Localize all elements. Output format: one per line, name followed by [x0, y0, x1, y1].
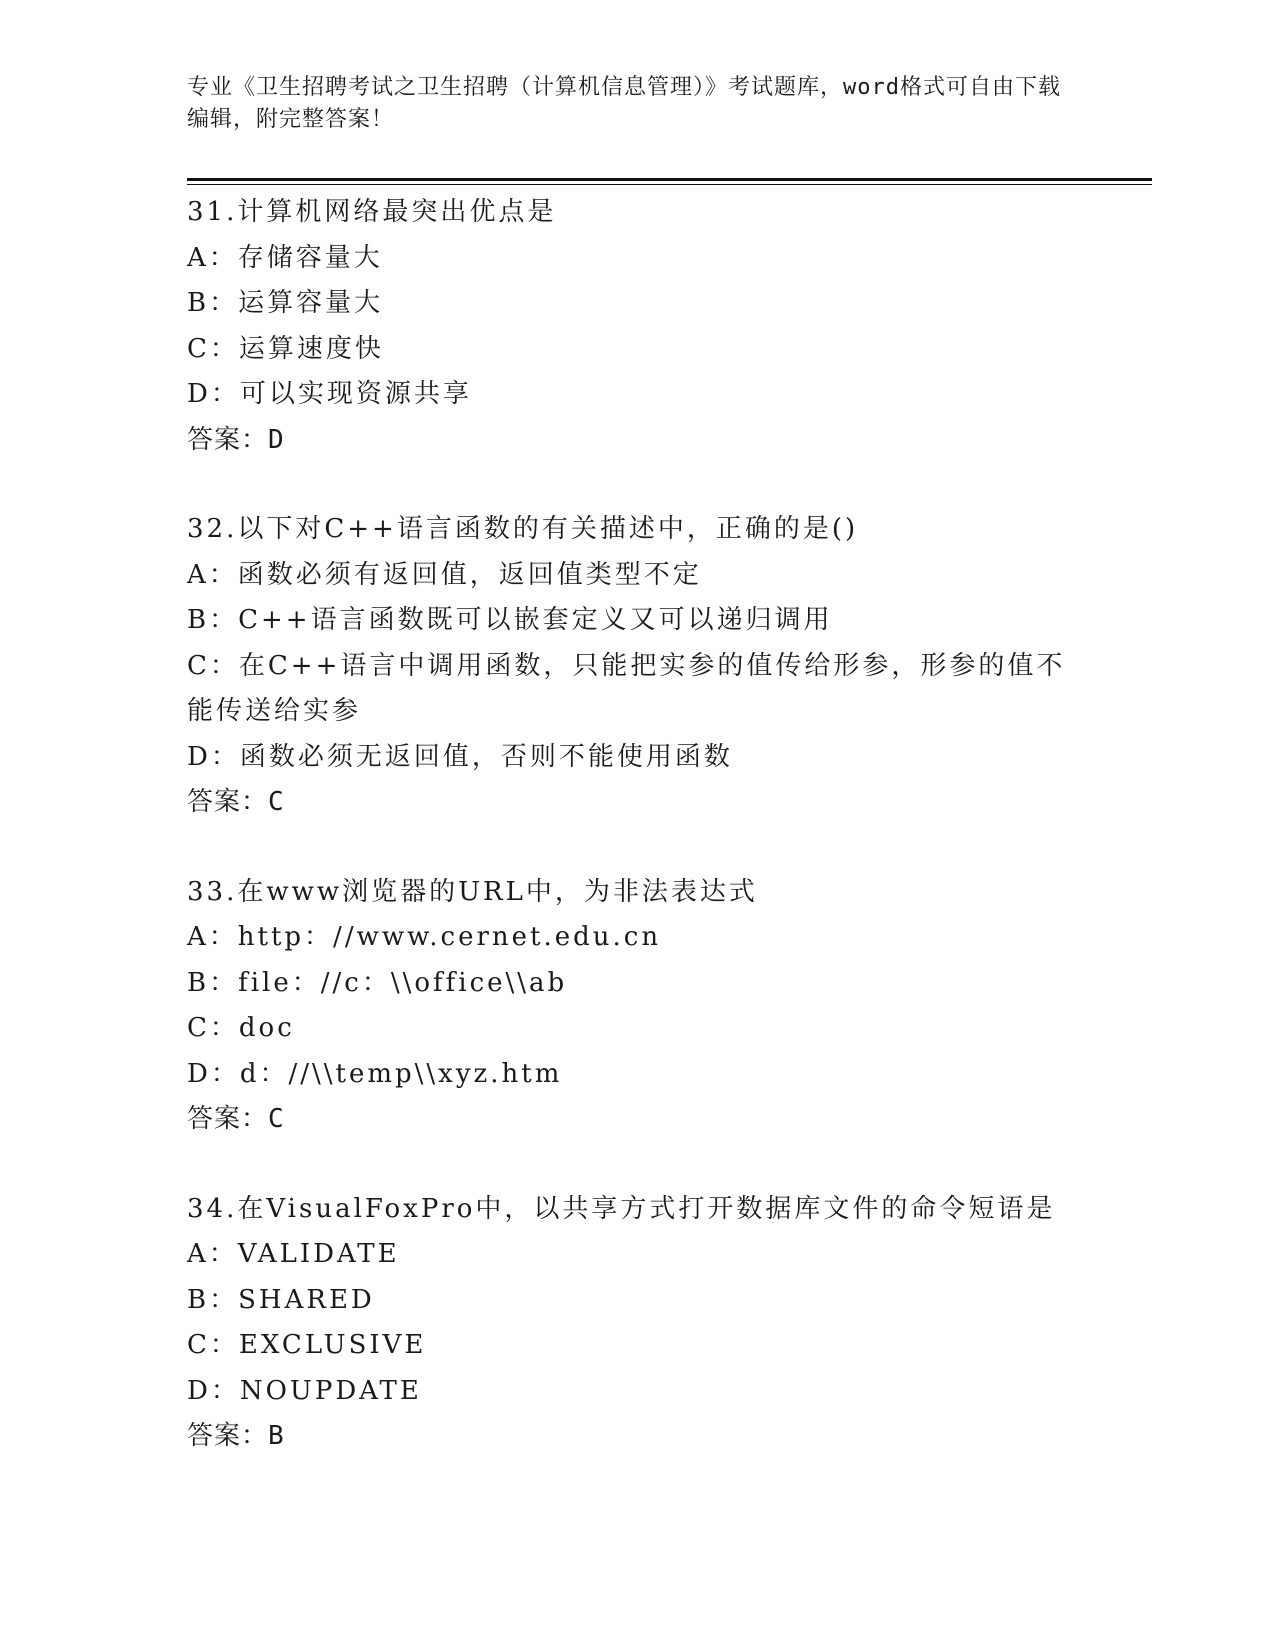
- option-a: A：VALIDATE: [187, 1239, 400, 1269]
- question-31: [187, 190, 1067, 463]
- question-32: [187, 507, 1067, 826]
- option-d: D：NOUPDATE: [187, 1375, 422, 1406]
- option-b: B：SHARED: [187, 1284, 375, 1315]
- answer: 答案：C: [187, 1104, 285, 1134]
- option-c: C：运算速度快: [187, 333, 384, 364]
- question-stem: 34.在VisualFoxPro中，以共享方式打开数据库文件的命令短语是: [187, 1193, 1056, 1224]
- option-d: D：可以实现资源共享: [187, 379, 472, 409]
- option-d: D：函数必须无返回值，否则不能使用函数: [187, 741, 733, 772]
- answer: 答案：D: [187, 424, 285, 455]
- option-b: B：file：//c：\\office\\ab: [187, 967, 568, 998]
- document-header: 专业《卫生招聘考试之卫生招聘（计算机信息管理）》考试题库，word格式可自由下载编辑，附完整答案！: [187, 75, 1061, 132]
- answer: 答案：C: [187, 787, 285, 817]
- option-d: D：d：//\\temp\\xyz.htm: [187, 1058, 563, 1089]
- answer: 答案：B: [187, 1421, 285, 1451]
- question-stem: 31.计算机网络最突出优点是: [187, 197, 557, 227]
- header-divider-thick: [187, 178, 1152, 181]
- question-33: [187, 870, 1067, 1143]
- option-a: A：存储容量大: [187, 242, 383, 273]
- question-stem: 32.以下对C++语言函数的有关描述中，正确的是(): [187, 514, 859, 544]
- question-list: [187, 190, 1067, 1504]
- option-c: C：在C++语言中调用函数，只能把实参的值传给形参，形参的值不能传送给实参: [187, 650, 1066, 726]
- option-a: A：函数必须有返回值，返回值类型不定: [187, 559, 702, 590]
- option-a: A：http：//www.cernet.edu.cn: [187, 922, 662, 952]
- question-34: [187, 1187, 1067, 1460]
- question-stem: 33.在www浏览器的URL中，为非法表达式: [187, 876, 758, 907]
- option-b: B：C++语言函数既可以嵌套定义又可以递归调用: [187, 605, 833, 635]
- option-c: C：EXCLUSIVE: [187, 1330, 427, 1360]
- header-divider-thin: [187, 184, 1152, 185]
- option-c: C：doc: [187, 1013, 295, 1043]
- option-b: B：运算容量大: [187, 288, 384, 318]
